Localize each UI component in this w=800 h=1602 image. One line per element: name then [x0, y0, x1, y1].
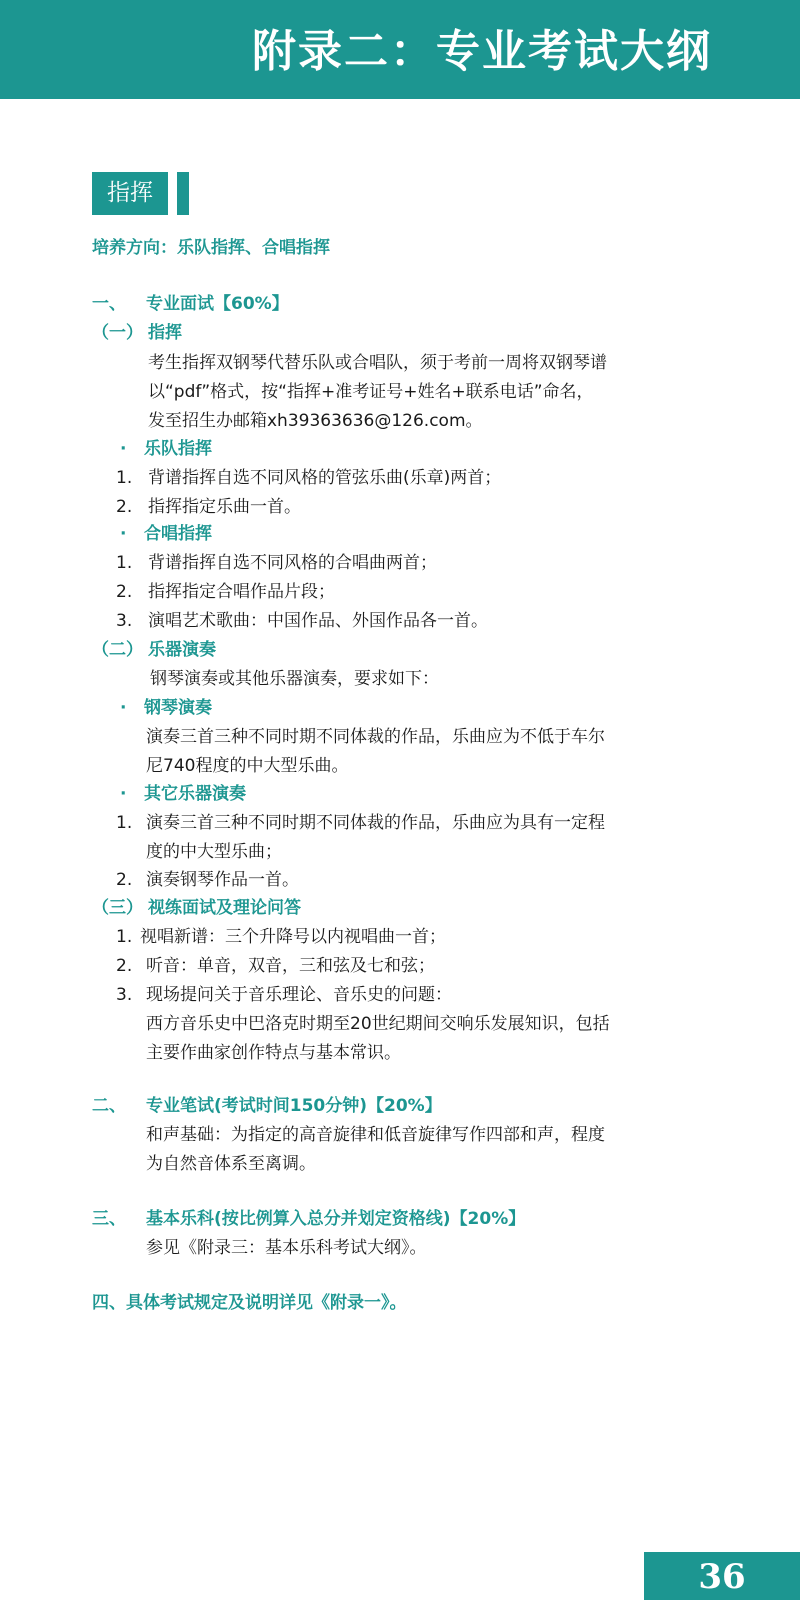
part3-number: 三、 [92, 1209, 126, 1229]
training-direction: 培养方向：乐队指挥、合唱指挥 [92, 238, 330, 258]
sub3-title: 视练面试及理论问答 [148, 898, 301, 918]
part1-number: 一、 [92, 294, 126, 314]
other-instrument-title: 其它乐器演奏 [144, 784, 246, 804]
piano-line: 尼740程度的中大型乐曲。 [146, 756, 349, 776]
sub2-title: 乐器演奏 [148, 640, 216, 660]
part4-text: 四、具体考试规定及说明详见《附录一》。 [92, 1293, 407, 1313]
list-item-cont: 主要作曲家创作特点与基本常识。 [146, 1043, 401, 1063]
piano-title: 钢琴演奏 [144, 698, 212, 718]
list-item: 听音：单音，双音，三和弦及七和弦； [146, 956, 435, 976]
bullet-icon: · [120, 698, 127, 718]
list-item: 背谱指挥自选不同风格的合唱曲两首； [148, 553, 437, 573]
bullet-icon: · [120, 439, 127, 459]
list-item: 演奏钢琴作品一首。 [146, 870, 299, 890]
header-bar [0, 0, 800, 99]
section-tag-bar [177, 172, 189, 215]
list-number: 2. [116, 582, 133, 602]
list-item: 演奏三首三种不同时期不同体裁的作品，乐曲应为具有一定程 [146, 813, 605, 833]
list-number: 1. [116, 553, 133, 573]
band-conducting-title: 乐队指挥 [144, 439, 212, 459]
sub1-para-line: 以“pdf”格式，按“指挥+准考证号+姓名+联系电话”命名， [148, 382, 594, 402]
sub1-title: 指挥 [148, 323, 182, 343]
list-item-cont: 度的中大型乐曲； [146, 842, 282, 862]
part2-line: 和声基础：为指定的高音旋律和低音旋律写作四部和声，程度 [146, 1125, 605, 1145]
sub1-para-line: 考生指挥双钢琴代替乐队或合唱队，须于考前一周将双钢琴谱 [148, 353, 607, 373]
list-item: 背谱指挥自选不同风格的管弦乐曲(乐章)两首； [148, 468, 502, 488]
part1-title: 专业面试【60%】 [146, 294, 289, 314]
list-number: 3. [116, 611, 133, 631]
piano-line: 演奏三首三种不同时期不同体裁的作品，乐曲应为不低于车尔 [146, 727, 605, 747]
part3-title: 基本乐科(按比例算入总分并划定资格线)【20%】 [146, 1209, 526, 1229]
sub3-number: （三） [92, 898, 143, 918]
list-number: 2. [116, 870, 133, 890]
list-number: 2. [116, 497, 133, 517]
list-item: 视唱新谱：三个升降号以内视唱曲一首； [140, 927, 446, 947]
part2-number: 二、 [92, 1096, 126, 1116]
list-number: 3. [116, 985, 133, 1005]
part2-title: 专业笔试(考试时间150分钟)【20%】 [146, 1096, 442, 1116]
list-item: 演唱艺术歌曲：中国作品、外国作品各一首。 [148, 611, 488, 631]
bullet-icon: · [120, 784, 127, 804]
list-item: 现场提问关于音乐理论、音乐史的问题： [146, 985, 452, 1005]
list-item: 指挥指定乐曲一首。 [148, 497, 301, 517]
sub2-intro: 钢琴演奏或其他乐器演奏，要求如下： [150, 669, 439, 689]
section-tag: 指挥 [92, 172, 168, 215]
sub1-number: （一） [92, 323, 143, 343]
list-number: 1. [116, 927, 133, 947]
list-item: 指挥指定合唱作品片段； [148, 582, 335, 602]
sub1-para-line: 发至招生办邮箱xh39363636@126.com。 [148, 411, 483, 431]
list-item-cont: 西方音乐史中巴洛克时期至20世纪期间交响乐发展知识，包括 [146, 1014, 610, 1034]
choir-conducting-title: 合唱指挥 [144, 524, 212, 544]
part2-line: 为自然音体系至离调。 [146, 1154, 316, 1174]
list-number: 2. [116, 956, 133, 976]
page-number: 36 [644, 1552, 800, 1600]
list-number: 1. [116, 813, 133, 833]
page-title: 附录二：专业考试大纲 [252, 26, 712, 77]
list-number: 1. [116, 468, 133, 488]
bullet-icon: · [120, 524, 127, 544]
sub2-number: （二） [92, 640, 143, 660]
part3-line: 参见《附录三：基本乐科考试大纲》。 [146, 1238, 427, 1258]
